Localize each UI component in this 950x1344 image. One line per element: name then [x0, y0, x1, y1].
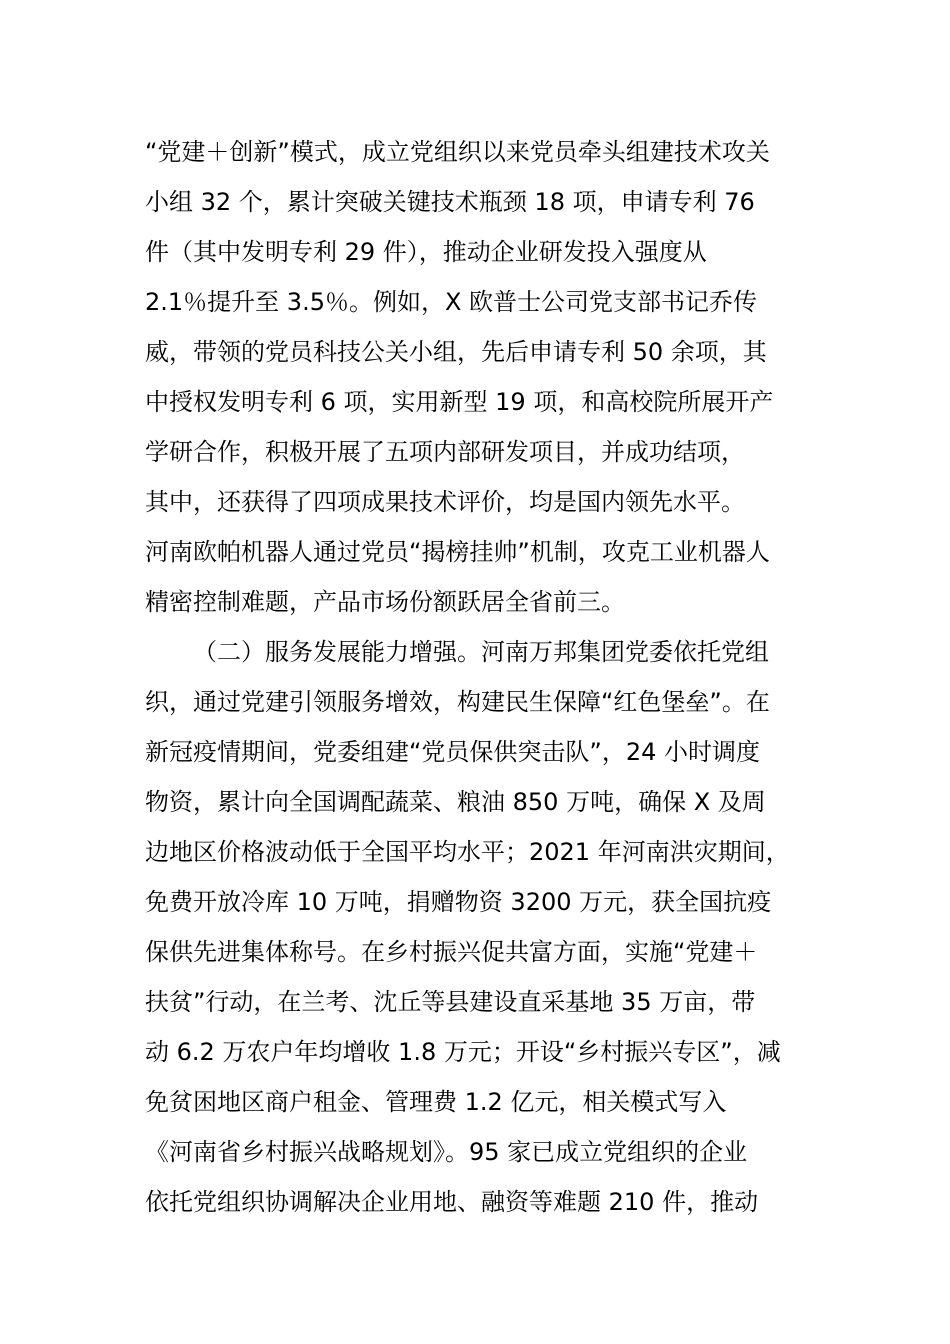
text-line: 织，通过党建引领服务增效，构建民生保障“红色堡垒”。在 [145, 688, 770, 716]
text-line: 河南欧帕机器人通过党员“揭榜挂帅”机制，攻克工业机器人 [145, 538, 770, 566]
text-line: “党建＋创新”模式，成立党组织以来党员牵头组建技术攻关 [145, 138, 770, 166]
text-line: 件（其中发明专利 29 件），推动企业研发投入强度从 [145, 238, 707, 266]
text-line: 边地区价格波动低于全国平均水平；2021 年河南洪灾期间， [145, 838, 790, 866]
paragraph-1 [145, 127, 835, 627]
text-line: 新冠疫情期间，党委组建“党员保供突击队”，24 小时调度 [145, 738, 761, 766]
text-line: 物资，累计向全国调配蔬菜、粮油 850 万吨，确保 X 及周 [145, 788, 766, 816]
text-line: 依托党组织协调解决企业用地、融资等难题 210 件，推动 [145, 1188, 759, 1216]
text-line: 扶贫”行动，在兰考、沈丘等县建设直采基地 35 万亩，带 [145, 988, 756, 1016]
text-line: 其中，还获得了四项成果技术评价，均是国内领先水平。 [145, 488, 745, 516]
text-line: 2.1％提升至 3.5％。例如，X 欧普士公司党支部书记乔传 [145, 288, 758, 316]
text-line: 精密控制难题，产品市场份额跃居全省前三。 [145, 588, 625, 616]
paragraph-2 [145, 627, 835, 1227]
text-line: 学研合作，积极开展了五项内部研发项目，并成功结项， [145, 438, 745, 466]
text-line: 小组 32 个，累计突破关键技术瓶颈 18 项，申请专利 76 [145, 188, 755, 216]
text-line-indented: （二）服务发展能力增强。河南万邦集团党委依托党组 [193, 638, 769, 666]
text-line: 免贫困地区商户租金、管理费 1.2 亿元，相关模式写入 [145, 1088, 727, 1116]
text-line: 中授权发明专利 6 项，实用新型 19 项，和高校院所展开产 [145, 388, 774, 416]
text-line: 免费开放冷库 10 万吨，捐赠物资 3200 万元，获全国抗疫 [145, 888, 772, 916]
text-line: 《河南省乡村振兴战略规划》。95 家已成立党组织的企业 [145, 1138, 748, 1166]
document-body [145, 127, 835, 1227]
text-line: 保供先进集体称号。在乡村振兴促共富方面，实施“党建＋ [145, 938, 758, 966]
text-line: 威，带领的党员科技公关小组，先后申请专利 50 余项，其 [145, 338, 767, 366]
text-line: 动 6.2 万农户年均增收 1.8 万元；开设“乡村振兴专区”，减 [145, 1038, 781, 1066]
